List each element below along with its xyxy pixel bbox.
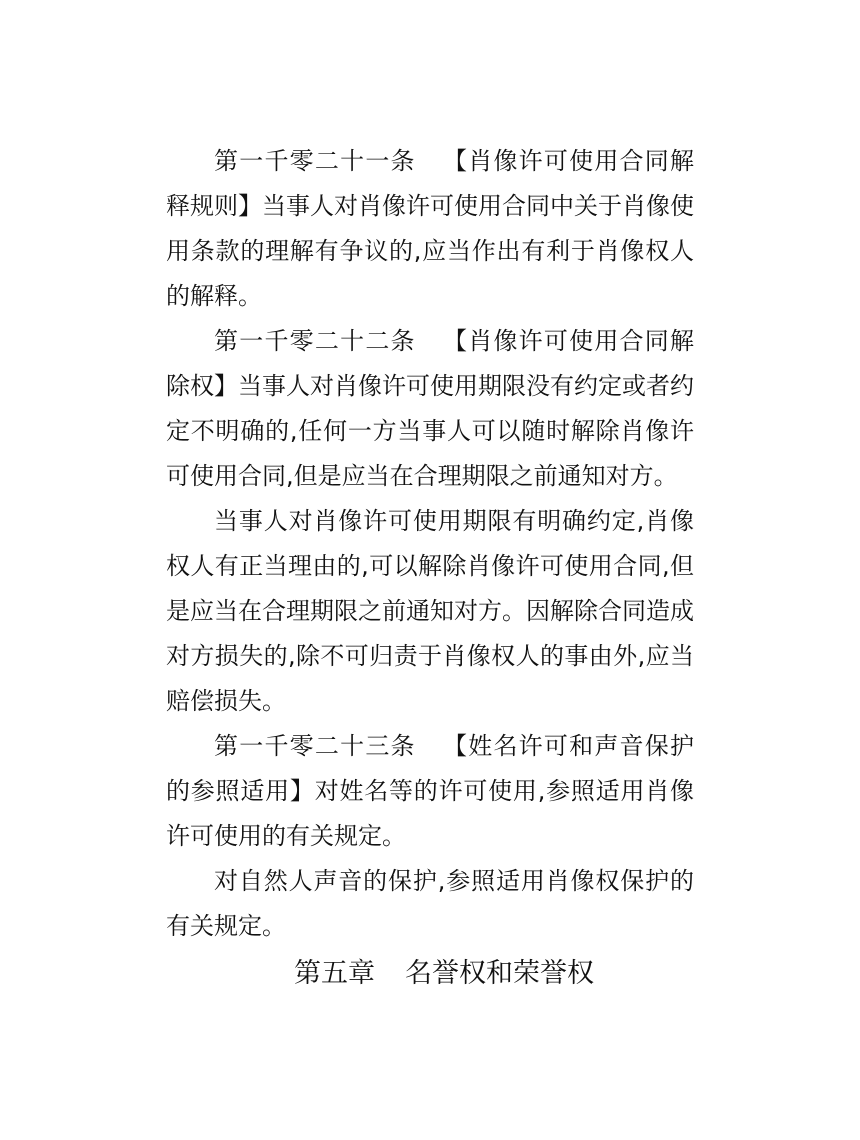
chapter-number: 第五章 — [294, 958, 375, 989]
chapter-heading — [166, 949, 694, 999]
article-text: 当事人对肖像许可使用期限有明确约定,肖像权人有正当理由的,可以解除肖像许可使用合同,但是应当在合理期限之前通知对方。因解除合同造成对方损失的,除不可归责于肖像权人的事由外,应当赔偿损失。 — [166, 507, 694, 715]
article-1021 — [166, 139, 694, 319]
article-number: 第一千零二十二条 — [214, 327, 416, 355]
article-text: 对自然人声音的保护,参照适用肖像权保护的有关规定。 — [166, 867, 694, 940]
article-title: 【肖像许可使用合同解除权】 — [166, 327, 695, 400]
chapter-title: 名誉权和荣誉权 — [405, 958, 594, 989]
article-text: 当事人对肖像许可使用期限没有约定或者约定不明确的,任何一方当事人可以随时解除肖像许可使用合同,但是应当在合理期限之前通知对方。 — [166, 372, 694, 490]
article-1022 — [166, 319, 694, 499]
article-text: 对姓名等的许可使用,参照适用肖像许可使用的有关规定。 — [166, 777, 695, 850]
document-body — [166, 139, 694, 999]
article-title: 【肖像许可使用合同解释规则】 — [166, 147, 695, 220]
article-1023 — [166, 724, 694, 859]
article-number: 第一千零二十三条 — [214, 732, 416, 760]
article-number: 第一千零二十一条 — [214, 147, 416, 175]
article-text: 当事人对肖像许可使用合同中关于肖像使用条款的理解有争议的,应当作出有利于肖像权人的解释。 — [166, 192, 694, 310]
article-1022-paragraph-2 — [166, 499, 694, 724]
article-1023-paragraph-2 — [166, 859, 694, 949]
article-title: 【姓名许可和声音保护的参照适用】 — [166, 732, 695, 805]
